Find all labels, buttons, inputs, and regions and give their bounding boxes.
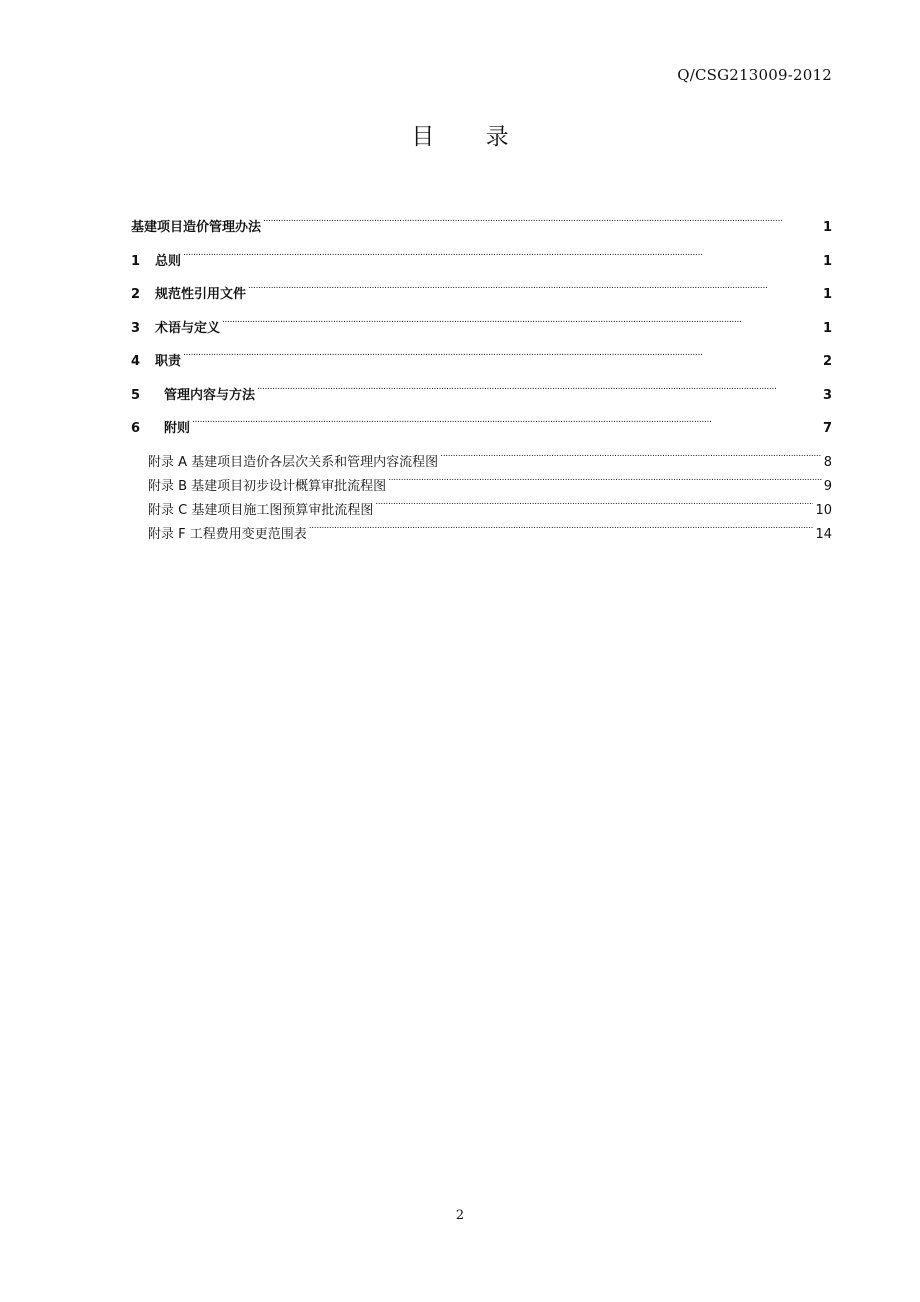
toc-entry-page: 14 (815, 526, 832, 542)
toc-entry-appendix-c[interactable] (131, 499, 832, 523)
toc-entry-page: 1 (822, 220, 832, 235)
toc-entry-section-3[interactable] (131, 317, 832, 351)
toc-entry-page: 3 (822, 387, 832, 403)
table-of-contents (131, 216, 832, 547)
toc-entry-page: 10 (815, 502, 832, 518)
toc-entry-number: 3 (131, 320, 141, 336)
toc-entry-title: 职责 (155, 354, 182, 369)
toc-entry-page: 1 (822, 253, 832, 269)
toc-entry-page: 1 (822, 287, 832, 302)
dot-leader (263, 218, 821, 231)
toc-entry-title: 附录 F 工程费用变更范围表 (148, 526, 307, 542)
dot-leader (388, 477, 822, 490)
toc-entry-title: 规范性引用文件 (155, 287, 247, 302)
toc-entry-title: 管理内容与方法 (164, 387, 256, 403)
dot-leader (222, 319, 821, 332)
toc-entry-number: 4 (131, 354, 141, 369)
toc-entry-number: 1 (131, 253, 141, 269)
dot-leader (183, 252, 821, 265)
dot-leader (183, 352, 821, 365)
toc-entry-number: 6 (131, 421, 141, 436)
toc-entry-section-5[interactable] (131, 384, 832, 418)
toc-entry-number: 5 (131, 387, 141, 403)
toc-entry-page: 1 (822, 320, 832, 336)
toc-entry-section-2[interactable] (131, 283, 832, 317)
toc-entry-title: 总则 (155, 253, 182, 269)
toc-entry-title: 附录 C 基建项目施工图预算审批流程图 (148, 502, 374, 518)
toc-entry-section-1[interactable] (131, 250, 832, 284)
toc-entry-page: 7 (822, 421, 832, 436)
toc-entry-appendix-b[interactable] (131, 475, 832, 499)
toc-entry-number: 2 (131, 287, 141, 302)
document-code: Q/CSG213009-2012 (677, 66, 832, 84)
toc-entry-page: 9 (823, 478, 832, 494)
toc-entry-appendix-a[interactable] (131, 451, 832, 475)
dot-leader (440, 453, 822, 466)
dot-leader (192, 419, 821, 432)
dot-leader (257, 386, 821, 399)
toc-entry-title: 附录 A 基建项目造价各层次关系和管理内容流程图 (148, 454, 439, 470)
toc-entry-title: 附则 (164, 421, 191, 436)
toc-entry-section-6[interactable] (131, 417, 832, 451)
page-number: 2 (455, 1208, 465, 1223)
toc-entry-title: 基建项目造价管理办法 (131, 220, 262, 235)
toc-entry-title: 附录 B 基建项目初步设计概算审批流程图 (148, 478, 387, 494)
toc-entry-section-4[interactable] (131, 350, 832, 384)
toc-entry-title: 术语与定义 (155, 320, 221, 336)
toc-entry-document-title[interactable] (131, 216, 832, 250)
toc-entry-appendix-f[interactable] (131, 523, 832, 547)
toc-heading: 目 录 (411, 124, 531, 150)
dot-leader (248, 285, 821, 298)
toc-entry-page: 2 (822, 354, 832, 369)
toc-entry-page: 8 (823, 454, 832, 470)
dot-leader (375, 501, 813, 514)
dot-leader (309, 525, 814, 538)
